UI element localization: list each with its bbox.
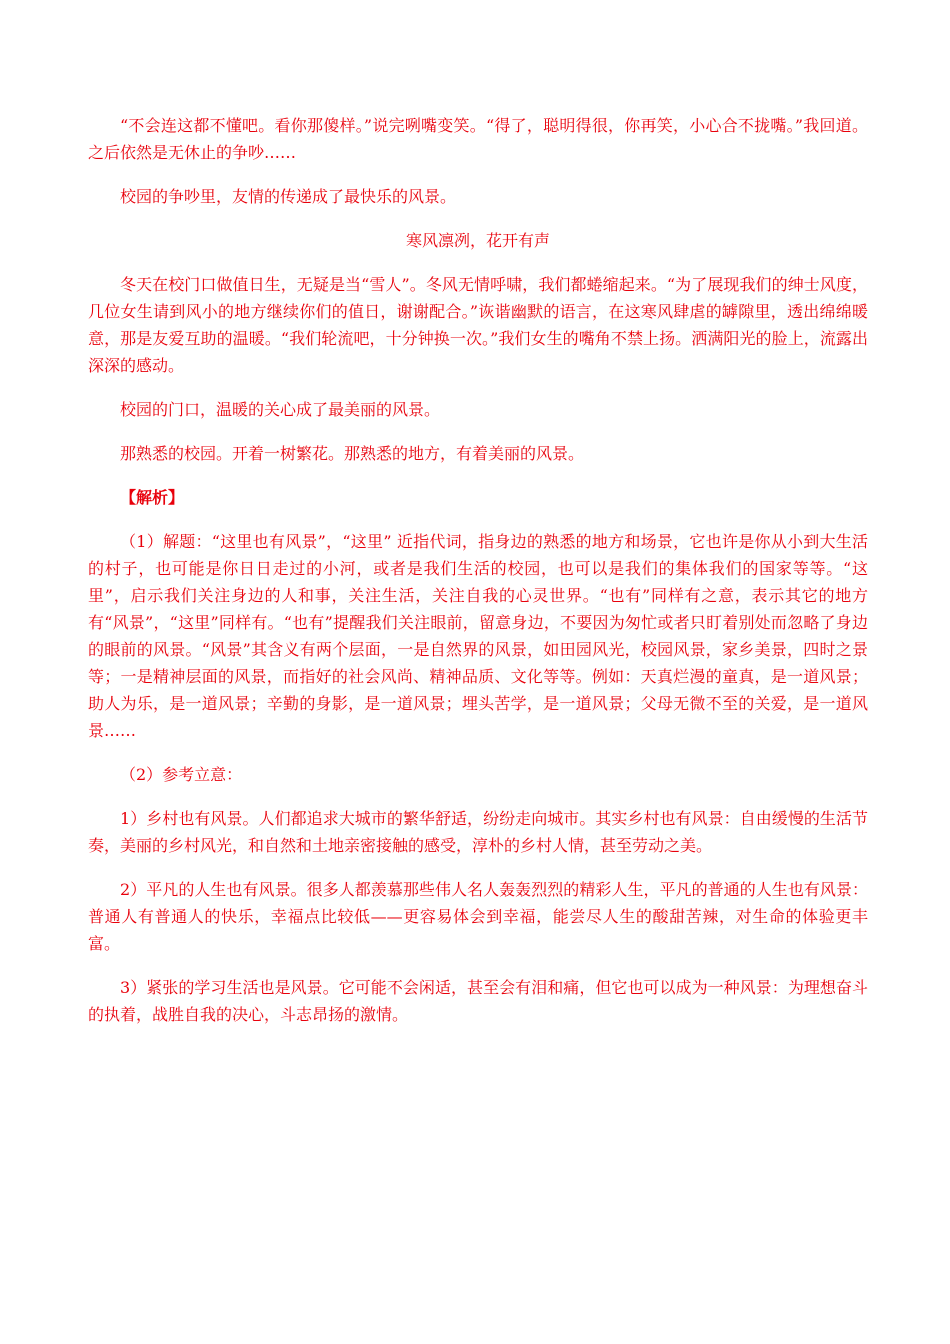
- analysis-paragraph-1: （1）解题：“这里也有风景”，“这里” 近指代词，指身边的熟悉的地方和场景，它也许是你从小到大生活的村子，也可能是你日日走过的小河，或者是我们生活的校园，也可以是我们的集体我们的国家等等。“这里”，启示我们关注身边的人和事，关注生活，关注自我的心灵世界。“也有”同样有之意，表示其它的地方有“风景”，“这里”同样有。“也有”提醒我们关注眼前，留意身边，不要因为匆忙或者只盯着别处而忽略了身边的眼前的风景。“风景”其含义有两个层面，一是自然界的风景，如田园风光，校园风景，家乡美景，四时之景等；一是精神层面的风景，而指好的社会风尚、精神品质、文化等等。例如：天真烂漫的童真，是一道风景；助人为乐，是一道风景；辛勤的身影，是一道风景；埋头苦学，是一道风景；父母无微不至的关爱，是一道风景……: [88, 532, 868, 740]
- story-paragraph-winter: 冬天在校门口做值日生，无疑是当“雪人”。冬风无情呼啸，我们都蜷缩起来。“为了展现我们的绅士风度，几位女生请到风小的地方继续你们的值日，谢谢配合。”诙谐幽默的语言，在这寒风肆虐的罅隙里，透出绵绵暖意，那是友爱互助的温暖。“我们轮流吧，十分钟换一次。”我们女生的嘴角不禁上扬。洒满阳光的脸上，流露出深深的感动。: [88, 275, 868, 375]
- story-paragraph-quarrel: “不会连这都不懂吧。看你那傻样。”说完咧嘴变笑。“得了，聪明得很，你再笑，小心合不拢嘴。”我回道。之后依然是无休止的争吵……: [88, 116, 868, 162]
- document-body: [88, 112, 868, 1045]
- story-paragraph-ending: 那熟悉的校园。开着一树繁花。那熟悉的地方，有着美丽的风景。: [120, 444, 585, 463]
- analysis-paragraph-2: （2）参考立意：: [120, 765, 243, 784]
- analysis-heading: 【解析】: [120, 488, 185, 507]
- analysis-paragraph-5: 3）紧张的学习生活也是风景。它可能不会闲适，甚至会有泪和痛，但它也可以成为一种风景：为理想奋斗的执着，战胜自我的决心，斗志昂扬的激情。: [88, 978, 868, 1024]
- story-paragraph-summary: 校园的争吵里，友情的传递成了最快乐的风景。: [120, 187, 457, 206]
- section-title: 寒风凛冽，花开有声: [405, 231, 550, 250]
- story-paragraph-gate: 校园的门口，温暖的关心成了最美丽的风景。: [120, 400, 441, 419]
- analysis-paragraph-3: 1）乡村也有风景。人们都追求大城市的繁华舒适，纷纷走向城市。其实乡村也有风景：自由缓慢的生活节奏，美丽的乡村风光，和自然和土地亲密接触的感受，淳朴的乡村人情，甚至劳动之美。: [88, 809, 868, 855]
- analysis-paragraph-4: 2）平凡的人生也有风景。很多人都羡慕那些伟人名人轰轰烈烈的精彩人生，平凡的普通的人生也有风景：普通人有普通人的快乐，幸福点比较低——更容易体会到幸福，能尝尽人生的酸甜苦辣，对生命的体验更丰富。: [88, 880, 868, 953]
